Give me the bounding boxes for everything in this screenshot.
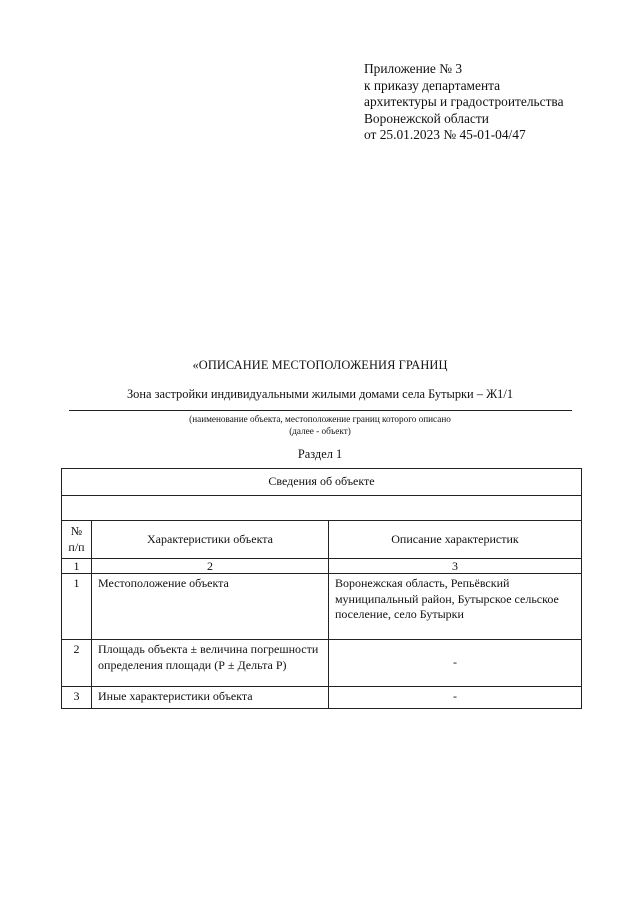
table-row — [62, 687, 582, 709]
approval-line: от 25.01.2023 № 45-01-04/47 — [364, 127, 526, 143]
caption-line: (наименование объекта, местоположение границ которого описано — [189, 414, 451, 424]
header-characteristic: Характеристики объекта — [92, 521, 329, 559]
table-empty-row — [62, 496, 582, 521]
object-name-caption — [0, 413, 640, 437]
approval-line: к приказу департамента — [364, 77, 501, 93]
table-row — [62, 640, 582, 687]
object-name-underline — [69, 410, 572, 411]
caption-line: (далее - объект) — [289, 426, 351, 436]
row-description: - — [328, 640, 581, 687]
approval-block — [364, 61, 624, 144]
row-description: Воронежская область, Репьёвский муниципальный район, Бутырское сельское поселение, село Бутырки — [328, 574, 581, 640]
row-num: 3 — [62, 687, 92, 709]
object-name: Зона застройки индивидуальными жилыми домами села Бутырки – Ж1/1 — [126, 387, 514, 401]
approval-line: Приложение № 3 — [364, 61, 463, 76]
object-info-table — [61, 468, 582, 709]
row-description: - — [328, 687, 581, 709]
approval-line: архитектуры и градостроительства — [364, 94, 564, 110]
header-num: № п/п — [62, 521, 92, 559]
table-row — [62, 574, 582, 640]
column-number: 3 — [328, 559, 581, 574]
header-description: Описание характеристик — [328, 521, 581, 559]
column-number: 1 — [62, 559, 92, 574]
section-label: Раздел 1 — [297, 447, 343, 461]
table-caption: Сведения об объекте — [62, 469, 582, 496]
row-num: 1 — [62, 574, 92, 640]
row-characteristic: Иные характеристики объекта — [92, 687, 329, 709]
row-characteristic: Площадь объекта ± величина погрешности определения площади (Р ± Дельта Р) — [92, 640, 329, 687]
row-characteristic: Местоположение объекта — [92, 574, 329, 640]
column-number: 2 — [92, 559, 329, 574]
approval-line: Воронежской области — [364, 110, 489, 126]
document-title: «ОПИСАНИЕ МЕСТОПОЛОЖЕНИЯ ГРАНИЦ — [192, 358, 448, 372]
row-num: 2 — [62, 640, 92, 687]
